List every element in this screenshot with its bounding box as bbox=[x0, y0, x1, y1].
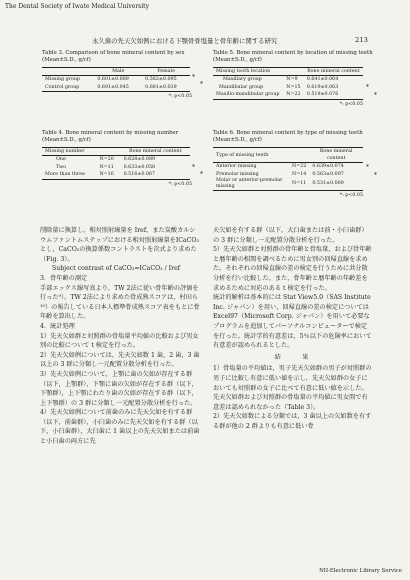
table-cell: N=22 bbox=[292, 164, 307, 169]
section-heading: 4．統計処理 bbox=[40, 322, 75, 330]
footer-service: NII-Electronic Library Service bbox=[319, 568, 402, 574]
paragraph: 3）先天欠如例について，上顎に歯の欠如が存在する群（以下，上顎群），下顎に歯の欠如が存在する群（以下，下顎群），上下顎にわたり歯の欠如が存在する群（以下，上下顎群）の 3 群に分類し一元配置分散分析を行った。 bbox=[40, 370, 198, 407]
table-cell: 0.601±0.089 bbox=[97, 77, 129, 82]
table-cell: N=16 bbox=[96, 171, 120, 179]
significance-star: * bbox=[192, 74, 195, 81]
table-row bbox=[42, 156, 190, 164]
table-6-header: Type of missing teeth bbox=[213, 148, 289, 163]
table-row bbox=[213, 84, 363, 92]
table-4-grid bbox=[42, 147, 190, 180]
table-row bbox=[213, 76, 363, 84]
significance-star: * bbox=[200, 81, 203, 88]
table-cell: Anterior missing bbox=[216, 164, 257, 169]
table-cell: N=22 bbox=[283, 91, 304, 99]
significance-star: * bbox=[200, 171, 203, 178]
table-cell: Maxillary group bbox=[223, 77, 262, 82]
table-cell: 0.531±0.069 bbox=[309, 178, 363, 191]
table-row bbox=[213, 178, 363, 191]
paragraph: 天欠如を有する群（以下，大臼歯または前・小臼歯群）の 3 群に分類し一元配置分散分析を行った。 bbox=[213, 227, 368, 244]
section-heading-results: 結 果 bbox=[274, 353, 312, 361]
table-4-note: *: p<0.05 bbox=[168, 181, 192, 187]
table-cell: Control group bbox=[42, 84, 94, 92]
table-5-grid bbox=[213, 67, 363, 100]
table-cell: 0.516±0.067 bbox=[121, 171, 190, 179]
table-4-title: Table 4. Bone mineral content by missing number (Mean±S.D., g/cf) bbox=[42, 130, 179, 143]
table-cell: 0.681±0.039 bbox=[142, 84, 190, 92]
table-cell: 0.633±0.058 bbox=[123, 164, 156, 170]
table-cell: 0.563±0.097 bbox=[312, 171, 344, 177]
body-column-right bbox=[213, 226, 373, 431]
journal-name: The Dental Society of Iwate Medical University bbox=[5, 3, 149, 10]
table-cell: N=14 bbox=[292, 171, 307, 177]
table-cell: Molar or anterior-premolar missing bbox=[213, 178, 289, 191]
table-4-header: Bone mineral content bbox=[121, 148, 190, 156]
page-number: 213 bbox=[355, 36, 368, 44]
table-3-note: *: p<0.05 bbox=[168, 94, 192, 99]
table-6-note: *: p<0.05 bbox=[339, 193, 363, 198]
table-cell: N=11 bbox=[289, 178, 309, 191]
table-row bbox=[42, 171, 190, 179]
table-6-title: Table 6. Bone mineral content by type of missing teeth (Mean±S.D., g/cf) bbox=[213, 130, 363, 143]
running-title: 永久歯の先天欠如例における下顎骨骨塩量と骨年齢に関する研究 bbox=[92, 37, 278, 45]
table-row bbox=[213, 171, 363, 179]
table-5-title: Table 5. Bone mineral content by location of missing teeth (Mean±S.D., g/cf) bbox=[213, 50, 373, 63]
paragraph: 4）先天欠如例について前歯のみに先天欠如を有する群（以下，前歯群），小臼歯のみに先天欠如を有する群（以下，小臼歯群），大臼歯に 1 歯以上の先天欠如または前歯と小臼歯の両方に先 bbox=[40, 409, 200, 446]
paragraph: 2）先天欠如数による分類では，3 歯以上の欠如数を有する群が他の 2 群よりも有意に低い骨 bbox=[213, 413, 372, 430]
table-6-header bbox=[289, 148, 309, 163]
table-cell: 0.691±0.045 bbox=[94, 84, 142, 92]
table-cell: Premolar missing bbox=[216, 171, 259, 177]
paragraph: 2）先天欠如例については，先天欠如数 1 歯，2 歯，3 歯以上の 3 群に分類し一元配置分散分析を行った。 bbox=[40, 351, 200, 369]
table-6-header: Bone mineral content bbox=[309, 148, 363, 163]
significance-star: * bbox=[366, 164, 369, 171]
table-row bbox=[42, 164, 190, 172]
table-4 bbox=[42, 130, 203, 187]
paragraph: 手部エックス線写真より，TW 2法に従い骨年齢の評価を行った⁹）。TW 2法により求めた骨成熟スコアは，村田ら¹⁰）の報告している日本人標準骨成熟スコア表をもとに骨年齢を算出した。 bbox=[40, 284, 200, 321]
table-3-grid bbox=[42, 67, 190, 92]
table-5-header: Missing tooth location bbox=[213, 68, 283, 76]
table-cell: 0.619±0.063 bbox=[306, 84, 339, 90]
significance-star: * bbox=[374, 92, 377, 99]
table-cell: 0.628±0.089 bbox=[123, 157, 156, 162]
table-cell: One bbox=[56, 157, 66, 162]
table-cell: Two bbox=[56, 164, 67, 170]
table-cell: Mandibular group bbox=[219, 84, 264, 90]
table-cell: 0.519±0.076 bbox=[304, 91, 363, 99]
paragraph: 1）骨塩量の平均値は，男子先天欠如群の男子が対照群の男子に比較し有意に低い値を示し，先天欠如群の女子においても対照群の女子に比べて有意に低い値を示した。先天欠如群および対照群の骨塩量の平均値に男女間で有意差は認められなかった（Table 3）。 bbox=[213, 365, 372, 411]
table-cell: 0.582±0.095 bbox=[145, 77, 177, 82]
table-cell: More than three bbox=[42, 171, 96, 179]
paragraph: 5）先天欠如群と対照群の骨年齢と骨塩量，および骨年齢と暦年齢の相関を調べるために男女別の回帰直線を求めた。それぞれの回帰直線の差の検定を行うために共分散分析を行い比較した。また，骨年齢と暦年齢の年齢差を求めるために対応のある t 検定を行った。 bbox=[213, 246, 372, 292]
table-cell: N=20 bbox=[99, 157, 114, 162]
table-cell: 0.639±0.074 bbox=[312, 164, 344, 169]
significance-star: * bbox=[374, 172, 377, 179]
table-row bbox=[42, 76, 190, 84]
table-5 bbox=[213, 50, 389, 107]
paragraph: 削除量に換算し，相対照射線量を Iref，また炭酸カルシウムファントムステップにおける相対照射線量をICaCO₃とし，CaCO₃の換算係数コントラストを次式より求めた（Fig. 3）。 bbox=[40, 227, 199, 263]
section-heading: 3．骨年齢の測定 bbox=[40, 274, 88, 282]
table-5-header bbox=[283, 68, 304, 76]
table-5-note: *: p<0.05 bbox=[339, 101, 363, 107]
table-cell: N=9 bbox=[286, 77, 298, 82]
significance-star: * bbox=[192, 164, 195, 171]
table-3 bbox=[42, 50, 203, 99]
table-row bbox=[42, 84, 190, 92]
table-3-header bbox=[42, 68, 94, 76]
table-cell: 0.641±0.064 bbox=[306, 77, 339, 82]
table-3-header: Female bbox=[142, 68, 190, 76]
table-4-header: Missing number bbox=[42, 148, 96, 156]
significance-star: * bbox=[366, 84, 369, 91]
table-6 bbox=[213, 130, 389, 198]
table-5-header: Bone mineral content bbox=[304, 68, 363, 76]
table-3-header: Male bbox=[94, 68, 142, 76]
table-cell: N=11 bbox=[99, 164, 114, 170]
table-row bbox=[213, 91, 363, 99]
body-column-left bbox=[40, 226, 200, 447]
table-3-title: Table 3. Comparison of bone mineral content by sex (Mean±S.D., g/cf) bbox=[42, 50, 185, 63]
table-cell: N=15 bbox=[286, 84, 301, 90]
table-4-header bbox=[96, 148, 120, 156]
paragraph: 統計的解析は基本的には Stat View5.0（SAS Institute Inc. ジャパン）を用い，回帰直線の差の検定については Excel97（Microsoft Corp. ジャパン）を用いて必要なプログラムを追加してパーソナルコンピューターで検定を行った。統計学的有意差は，5％以下の危険率において有意差が認められるとした。 bbox=[213, 294, 372, 350]
table-cell: Missing group bbox=[45, 77, 80, 82]
formula: Subject contrast of CaCO₃=ICaCO₃ / Iref bbox=[52, 265, 181, 273]
table-6-grid bbox=[213, 147, 363, 191]
table-cell: Maxillo-mandibular group bbox=[213, 91, 283, 99]
paragraph: 1）先天欠如群と対照群の骨塩量平均値の比較および男女別の比較について t 検定を行った。 bbox=[40, 332, 199, 350]
table-row bbox=[213, 163, 363, 171]
